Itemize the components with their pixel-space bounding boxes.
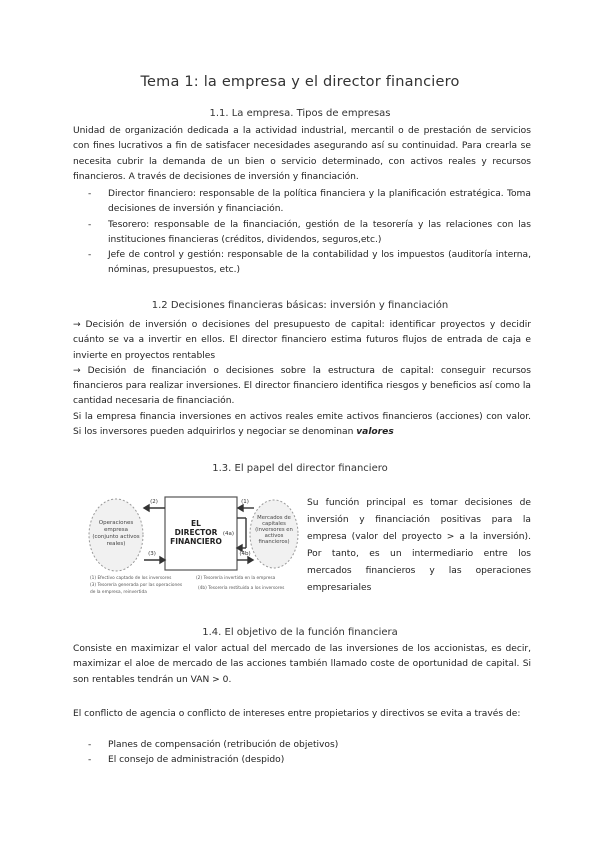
right-label-line: capitales: [262, 521, 286, 527]
right-label-line: (inversores en: [255, 527, 293, 533]
section-1-4-objective: [73, 642, 531, 688]
arrow-4b-label: (4b): [239, 551, 251, 557]
left-label-line: (conjunto activos: [92, 534, 140, 540]
director-role-text: Su función principal es tomar decisiones de inversión y financiación positivas para la empresa (valor del proyecto > a la inversión). Por tanto, es un intermediario entre los mercados financieros y las operaciones empresariales: [307, 498, 531, 593]
list-item: - Planes de compensación (retribución de objetivos): [88, 738, 531, 753]
arrow-1-label: (1): [241, 499, 249, 505]
list-item: - Jefe de control y gestión: responsable de la contabilidad y los impuestos (auditoría interna, nóminas, presupuestos, etc.): [88, 248, 531, 279]
section-1-2-body: [73, 318, 531, 440]
diagram-legend-line: (1) Efectivo captado de los inversores: [90, 576, 172, 581]
right-label-line: financieros): [258, 539, 290, 545]
section-1-4-agency: [73, 707, 531, 722]
list-item-text: Planes de compensación (retribución de objetivos): [108, 740, 339, 750]
agency-measures-list: [88, 738, 531, 769]
financing-decision-paragraph: → Decisión de financiación o decisiones sobre la estructura de capital: conseguir recursos financieros para realizar inversiones. El director financiero identifica riesgos y beneficios así como la cantidad necesaria de financiación.: [73, 365, 531, 407]
arrow-2-label: (2): [150, 499, 158, 505]
left-label-line: reales): [106, 541, 126, 547]
arrow-4a-label: (4a): [222, 531, 234, 537]
list-item: - Director financiero: responsable de la política financiera y la planificación estratégica. Toma decisiones de inversión y financiación.: [88, 187, 531, 218]
left-label-line: Operaciones: [98, 520, 134, 526]
list-item: - Tesorero: responsable de la financiación, gestión de la tesorería y las relaciones con las instituciones financieras (créditos, dividendos, seguros,etc.): [88, 218, 531, 249]
diagram-legend-line: (3) Tesorería generada por las operaciones: [90, 583, 183, 588]
right-label-line: Mercados de: [257, 515, 291, 521]
diagram-legend-line: (4b) Tesorería restituida a los inversores: [198, 586, 285, 591]
list-item-text: Tesorero: responsable de la financiación, gestión de la tesorería y las relaciones con las instituciones financieras (créditos, dividendos, seguros,etc.): [108, 219, 531, 245]
intro-paragraph: Unidad de organización dedicada a la actividad industrial, mercantil o de prestación de servicios con fines lucrativos a fin de satisfacer necesidades asegurando así su continuidad. Para crearla se necesita cubrir la demanda de un bien o servicio determinado, con activos reales y recursos financieros. A través de decisiones de inversión y financiación.: [73, 126, 531, 182]
roles-list: [88, 187, 531, 279]
list-item: - El consejo de administración (despido): [88, 753, 531, 768]
diagram-legend-line: (2) Tesorería invertida en la empresa: [196, 576, 276, 581]
securities-text: Si la empresa financia inversiones en activos reales emite activos financieros (acciones) con valor. Si los inversores pueden adquirirlos y negociar se denominan: [73, 411, 531, 438]
investment-decision-paragraph: → Decisión de inversión o decisiones del presupuesto de capital: identificar proyectos y decidir cuánto se va a invertir en ellos. El director financiero estima futuros flujos de entrada de caja e invierte en proyectos rentables: [73, 320, 531, 361]
securities-paragraph: [73, 410, 531, 441]
section-heading-1-2: 1.2 Decisiones financieras básicas: inversión y financiación: [151, 300, 449, 311]
financial-director-diagram: [88, 488, 300, 596]
diagram-svg: [88, 488, 300, 596]
right-label-line: activos: [264, 533, 284, 539]
section-1-1-intro: [73, 124, 531, 185]
center-label-line: EL: [191, 519, 201, 528]
section-heading-1-4: 1.4. El objetivo de la función financiera: [202, 627, 398, 638]
section-heading-1-1: 1.1. La empresa. Tipos de empresas: [209, 108, 391, 119]
list-item-text: Jefe de control y gestión: responsable de la contabilidad y los impuestos (auditoría interna, nóminas, presupuestos, etc.): [108, 250, 531, 276]
diagram-legend-line: de la empresa, reinvertida: [90, 590, 147, 595]
section-heading-1-3: 1.3. El papel del director financiero: [212, 463, 388, 474]
objective-paragraph: Consiste en maximizar el valor actual del mercado de las inversiones de los accionistas, es decir, maximizar el aloe de mercado de las acciones también llamado coste de oportunidad de capital. Si son rentables tendrán un VAN > 0.: [73, 644, 531, 685]
agency-paragraph: El conflicto de agencia o conflicto de intereses entre propietarios y directivos se evita a través de:: [73, 709, 521, 719]
left-label-line: empresa: [104, 527, 128, 533]
center-label-line: FINANCIERO: [170, 537, 222, 546]
list-item-text: El consejo de administración (despido): [108, 755, 285, 766]
arrow-3-label: (3): [148, 551, 156, 557]
center-label-line: DIRECTOR: [174, 528, 218, 537]
list-item-text: Director financiero: responsable de la política financiera y la planificación estratégica. Toma decisiones de inversión y financiación.: [108, 189, 531, 215]
page-title: Tema 1: la empresa y el director financiero: [140, 74, 460, 90]
securities-term: valores: [356, 427, 394, 438]
